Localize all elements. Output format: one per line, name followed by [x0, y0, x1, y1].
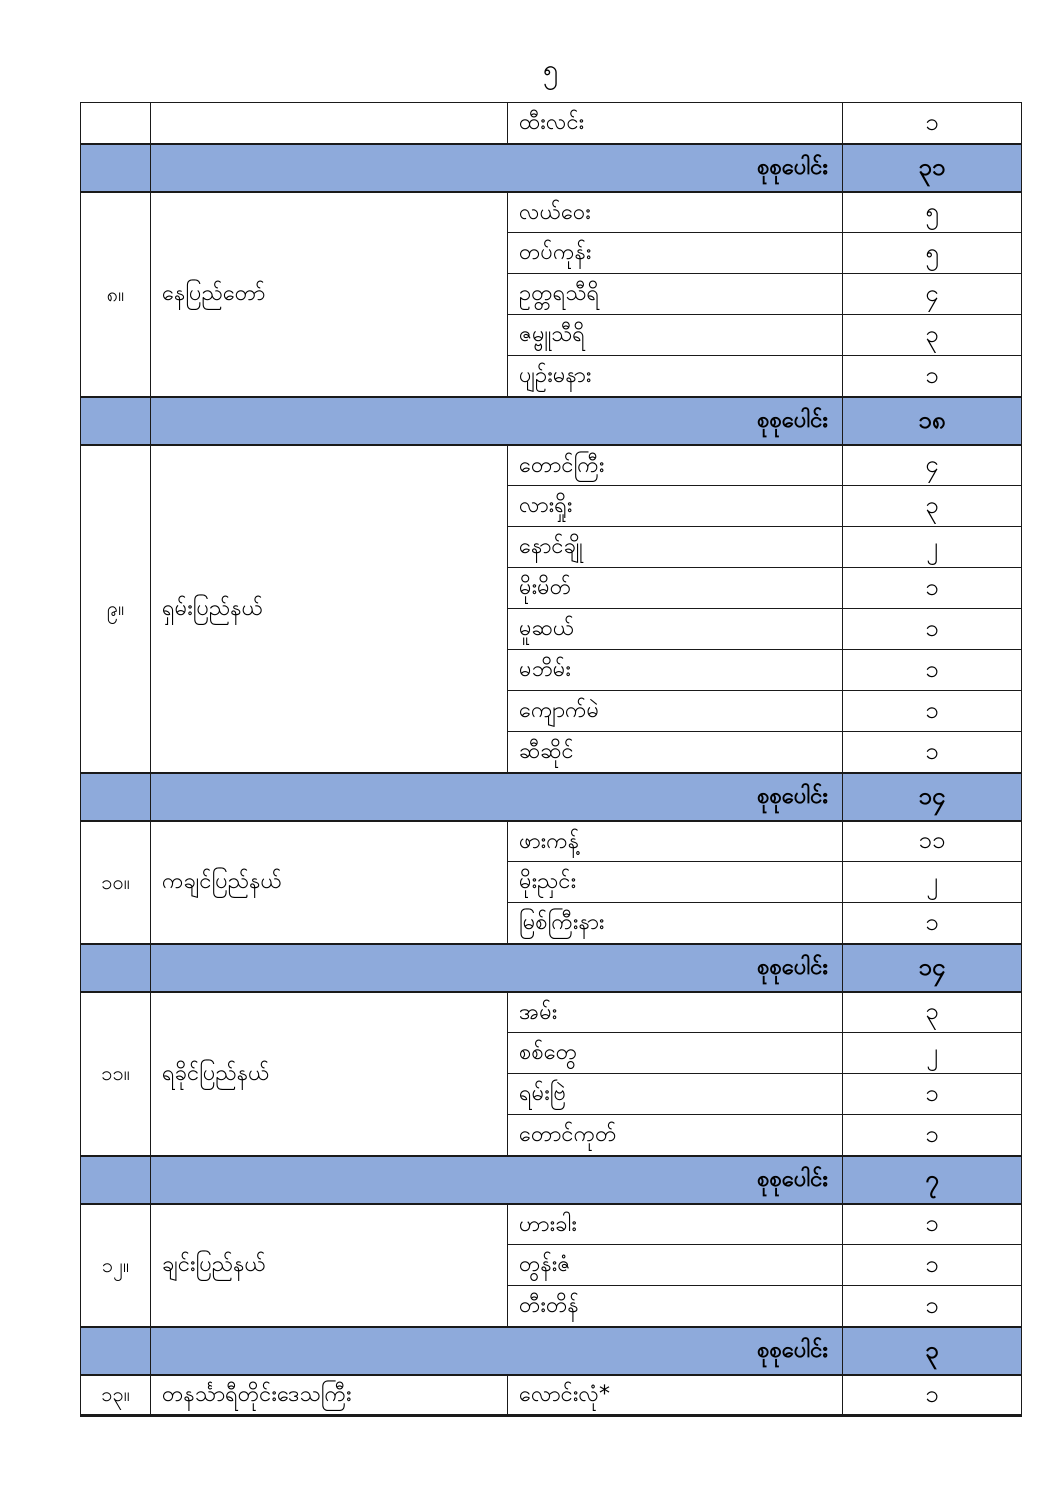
- region-name-cell: နေပြည်တော်: [151, 192, 508, 397]
- count-cell: ၃: [843, 315, 1022, 356]
- total-value-cell: ၇: [843, 1156, 1022, 1204]
- table-row: [81, 992, 1022, 1033]
- section-number-cell: ၉။: [81, 445, 151, 773]
- count-cell: ၃: [843, 486, 1022, 527]
- township-name-cell: ဟားခါး: [508, 1204, 843, 1245]
- count-cell: ၃: [843, 992, 1022, 1033]
- township-name-cell: အမ်း: [508, 992, 843, 1033]
- region-name-cell: တနင်္သာရီတိုင်းဒေသကြီး: [151, 1375, 508, 1416]
- count-cell: ၁: [843, 356, 1022, 397]
- section-number-cell: [81, 103, 151, 144]
- count-cell: ၁: [843, 1375, 1022, 1416]
- section-number-cell: ၁၀။: [81, 821, 151, 944]
- count-cell: ၁: [843, 1204, 1022, 1245]
- township-name-cell: မြစ်ကြီးနား: [508, 903, 843, 944]
- table-row: [81, 103, 1022, 144]
- region-name-cell: ချင်းပြည်နယ်: [151, 1204, 508, 1327]
- township-name-cell: လောင်းလုံ*: [508, 1375, 843, 1416]
- total-label-cell: စုစုပေါင်း: [151, 144, 843, 192]
- count-cell: ၅: [843, 233, 1022, 274]
- total-label-cell: စုစုပေါင်း: [151, 1327, 843, 1375]
- count-cell: ၁: [843, 1074, 1022, 1115]
- count-cell: ၂: [843, 1033, 1022, 1074]
- total-blank-cell: [81, 773, 151, 821]
- total-blank-cell: [81, 1327, 151, 1375]
- township-name-cell: ဇမ္ဗူသီရိ: [508, 315, 843, 356]
- total-row: [81, 773, 1022, 821]
- total-row: [81, 944, 1022, 992]
- total-value-cell: ၃: [843, 1327, 1022, 1375]
- count-cell: ၂: [843, 527, 1022, 568]
- section-number-cell: ၁၂။: [81, 1204, 151, 1327]
- count-cell: ၅: [843, 192, 1022, 233]
- total-value-cell: ၁၄: [843, 773, 1022, 821]
- township-name-cell: နောင်ချို: [508, 527, 843, 568]
- township-name-cell: မူဆယ်: [508, 609, 843, 650]
- table-row: [81, 821, 1022, 862]
- count-cell: ၁: [843, 609, 1022, 650]
- township-name-cell: စစ်တွေ: [508, 1033, 843, 1074]
- section-number-cell: ၁၃။: [81, 1375, 151, 1416]
- township-name-cell: တွန်းဇံ: [508, 1245, 843, 1286]
- township-name-cell: ရမ်းဗြဲ: [508, 1074, 843, 1115]
- table-row: [81, 445, 1022, 486]
- total-value-cell: ၃၁: [843, 144, 1022, 192]
- township-name-cell: လယ်ဝေး: [508, 192, 843, 233]
- township-name-cell: ထီးလင်း: [508, 103, 843, 144]
- township-name-cell: ပျဉ်းမနား: [508, 356, 843, 397]
- total-row: [81, 1327, 1022, 1375]
- township-name-cell: တောင်ကုတ်: [508, 1115, 843, 1156]
- total-blank-cell: [81, 397, 151, 445]
- total-label-cell: စုစုပေါင်း: [151, 397, 843, 445]
- count-cell: ၁: [843, 650, 1022, 691]
- section-number-cell: ၁၁။: [81, 992, 151, 1156]
- townships-table: [80, 102, 1022, 1417]
- count-cell: ၁၁: [843, 821, 1022, 862]
- count-cell: ၁: [843, 1245, 1022, 1286]
- township-name-cell: မဘိမ်း: [508, 650, 843, 691]
- region-name-cell: ကချင်ပြည်နယ်: [151, 821, 508, 944]
- township-name-cell: တောင်ကြီး: [508, 445, 843, 486]
- total-blank-cell: [81, 144, 151, 192]
- region-name-cell: ရခိုင်ပြည်နယ်: [151, 992, 508, 1156]
- township-name-cell: ကျောက်မဲ: [508, 691, 843, 732]
- section-number-cell: ၈။: [81, 192, 151, 397]
- region-name-cell: ရှမ်းပြည်နယ်: [151, 445, 508, 773]
- count-cell: ၁: [843, 1115, 1022, 1156]
- total-label-cell: စုစုပေါင်း: [151, 1156, 843, 1204]
- table-row: [81, 192, 1022, 233]
- townships-table-body: [81, 103, 1022, 1416]
- total-label-cell: စုစုပေါင်း: [151, 773, 843, 821]
- total-label-cell: စုစုပေါင်း: [151, 944, 843, 992]
- township-name-cell: တပ်ကုန်း: [508, 233, 843, 274]
- township-name-cell: ဥတ္တရသီရိ: [508, 274, 843, 315]
- count-cell: ၁: [843, 691, 1022, 732]
- total-blank-cell: [81, 944, 151, 992]
- count-cell: ၁: [843, 1286, 1022, 1327]
- table-row: [81, 1375, 1022, 1416]
- township-name-cell: မိုးညှင်း: [508, 862, 843, 903]
- township-name-cell: မိုးမိတ်: [508, 568, 843, 609]
- count-cell: ၄: [843, 274, 1022, 315]
- region-name-cell: [151, 103, 508, 144]
- township-name-cell: လားရှိုး: [508, 486, 843, 527]
- township-name-cell: ဖားကန့်: [508, 821, 843, 862]
- count-cell: ၄: [843, 445, 1022, 486]
- township-name-cell: ဆီဆိုင်: [508, 732, 843, 773]
- count-cell: ၂: [843, 862, 1022, 903]
- table-row: [81, 1204, 1022, 1245]
- total-value-cell: ၁၈: [843, 397, 1022, 445]
- count-cell: ၁: [843, 732, 1022, 773]
- township-name-cell: တီးတိန်: [508, 1286, 843, 1327]
- total-row: [81, 144, 1022, 192]
- total-value-cell: ၁၄: [843, 944, 1022, 992]
- count-cell: ၁: [843, 568, 1022, 609]
- total-blank-cell: [81, 1156, 151, 1204]
- page-number: ၅: [542, 54, 559, 85]
- count-cell: ၁: [843, 103, 1022, 144]
- count-cell: ၁: [843, 903, 1022, 944]
- total-row: [81, 397, 1022, 445]
- total-row: [81, 1156, 1022, 1204]
